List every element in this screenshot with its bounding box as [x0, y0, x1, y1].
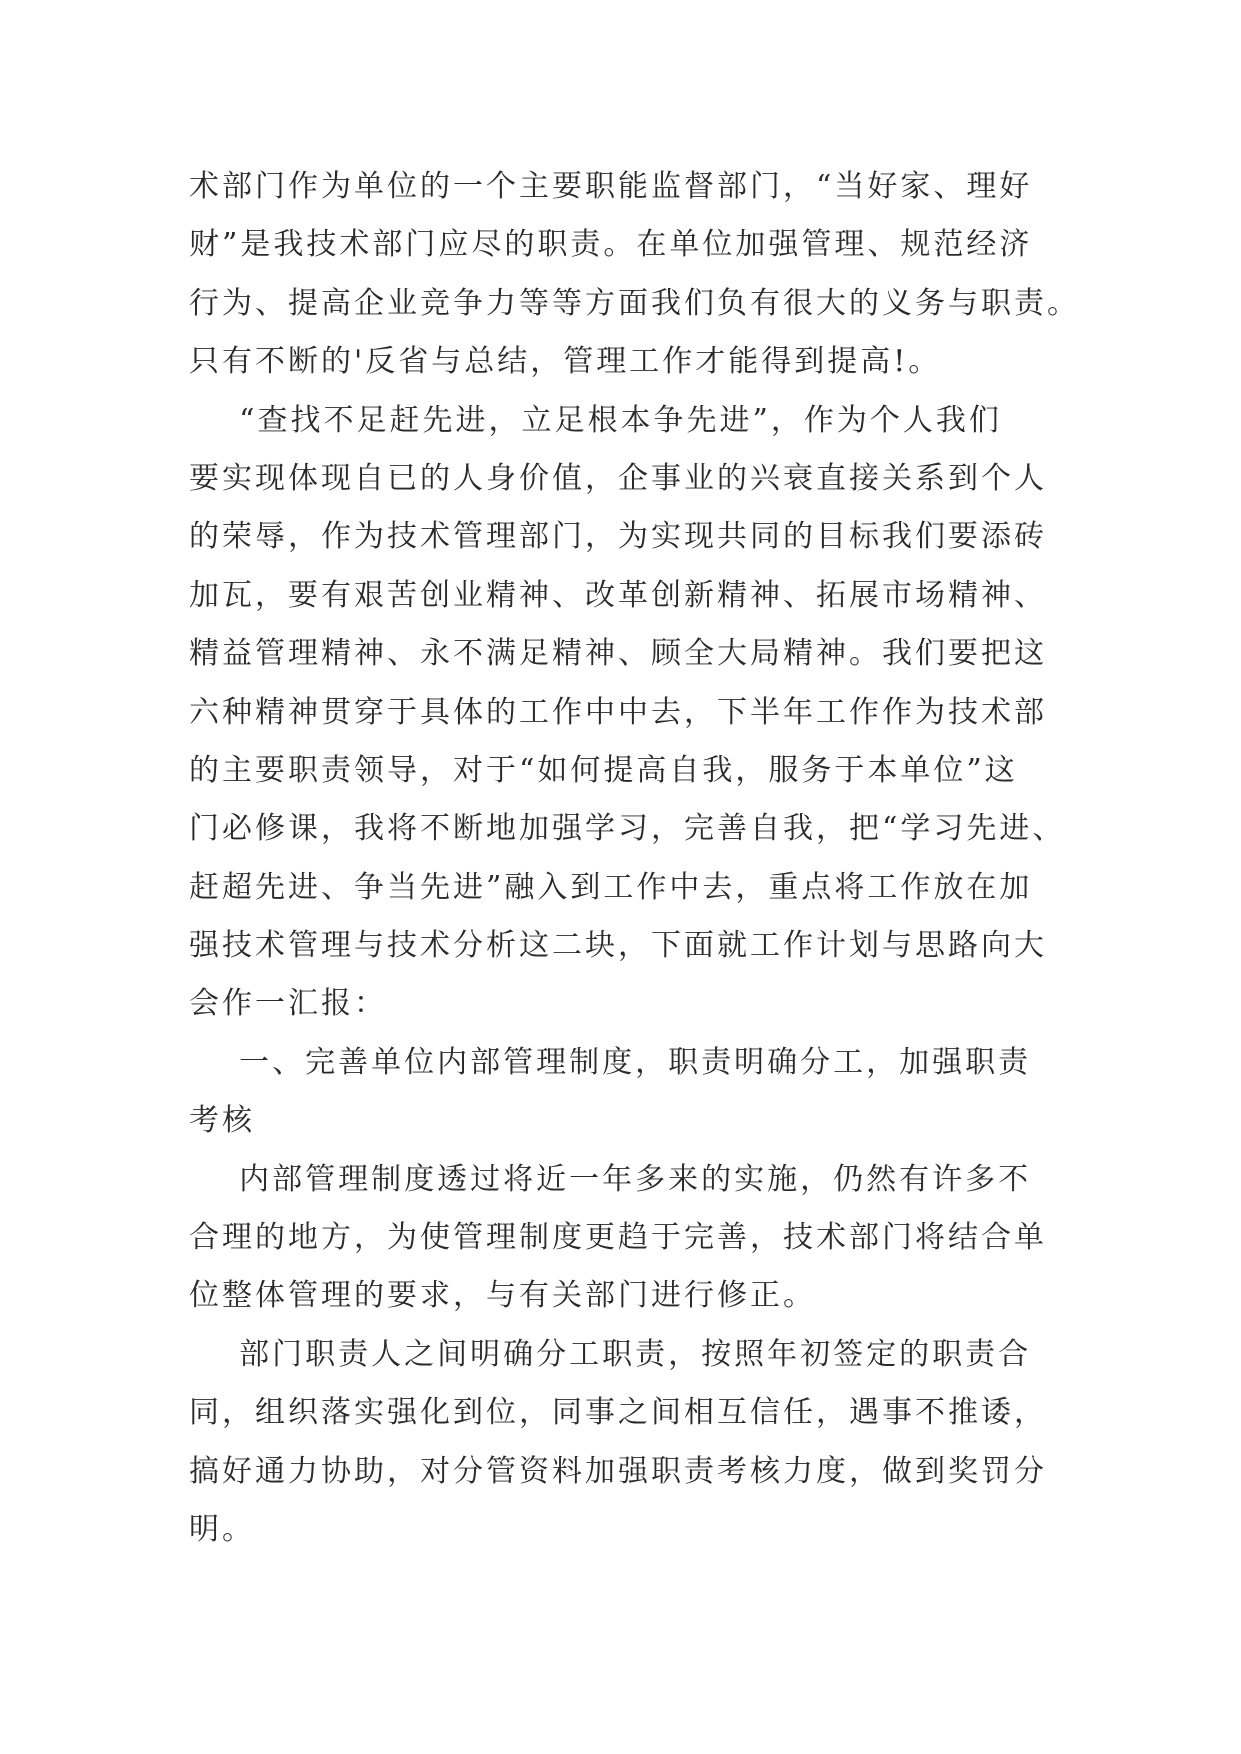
text-line: 六种精神贯穿于具体的工作中中去，下半年工作作为技术部: [189, 694, 1047, 730]
text-line: 考核: [189, 1103, 255, 1139]
text-line: 明。: [189, 1511, 255, 1547]
text-line: 行为、提高企业竞争力等等方面我们负有很大的义务与职责。: [189, 285, 1080, 321]
text-line: “查找不足赶先进，立足根本争先进”，作为个人我们: [189, 402, 1002, 438]
text-line: 合理的地方，为使管理制度更趋于完善，技术部门将结合单: [189, 1220, 1047, 1256]
text-line: 部门职责人之间明确分工职责，按照年初签定的职责合: [189, 1336, 1032, 1372]
text-line: 同，组织落实强化到位，同事之间相互信任，遇事不推诿，: [189, 1395, 1047, 1431]
text-line: 术部门作为单位的一个主要职能监督部门，“当好家、理好: [189, 169, 1033, 204]
text-line: 强技术管理与技术分析这二块，下面就工作计划与思路向大: [189, 928, 1047, 964]
text-line: 加瓦，要有艰苦创业精神、改革创新精神、拓展市场精神、: [189, 577, 1047, 613]
text-line: 财”是我技术部门应尽的职责。在单位加强管理、规范经济: [189, 227, 1033, 263]
text-line: 一、完善单位内部管理制度，职责明确分工，加强职责: [189, 1044, 1032, 1080]
text-line: 位整体管理的要求，与有关部门进行修正。: [189, 1278, 816, 1314]
text-line: 会作一汇报：: [189, 986, 387, 1022]
text-line: 搞好通力协助，对分管资料加强职责考核力度，做到奖罚分: [189, 1453, 1047, 1489]
text-line: 精益管理精神、永不满足精神、顾全大局精神。我们要把这: [189, 636, 1047, 672]
text-line: 的荣辱，作为技术管理部门，为实现共同的目标我们要添砖: [189, 519, 1047, 555]
text-line: 要实现体现自已的人身价值，企事业的兴衰直接关系到个人: [189, 460, 1047, 496]
text-line: 赶超先进、争当先进”融入到工作中去，重点将工作放在加: [189, 869, 1033, 905]
text-line: 门必修课，我将不断地加强学习，完善自我，把“学习先进、: [189, 811, 1066, 847]
text-line: 只有不断的'反省与总结，管理工作才能得到提高!。: [189, 344, 942, 380]
body-text: [189, 158, 1089, 1559]
text-line: 内部管理制度透过将近一年多来的实施，仍然有许多不: [189, 1161, 1032, 1197]
text-line: 的主要职责领导，对于“如何提高自我，服务于本单位”这: [189, 752, 1018, 788]
